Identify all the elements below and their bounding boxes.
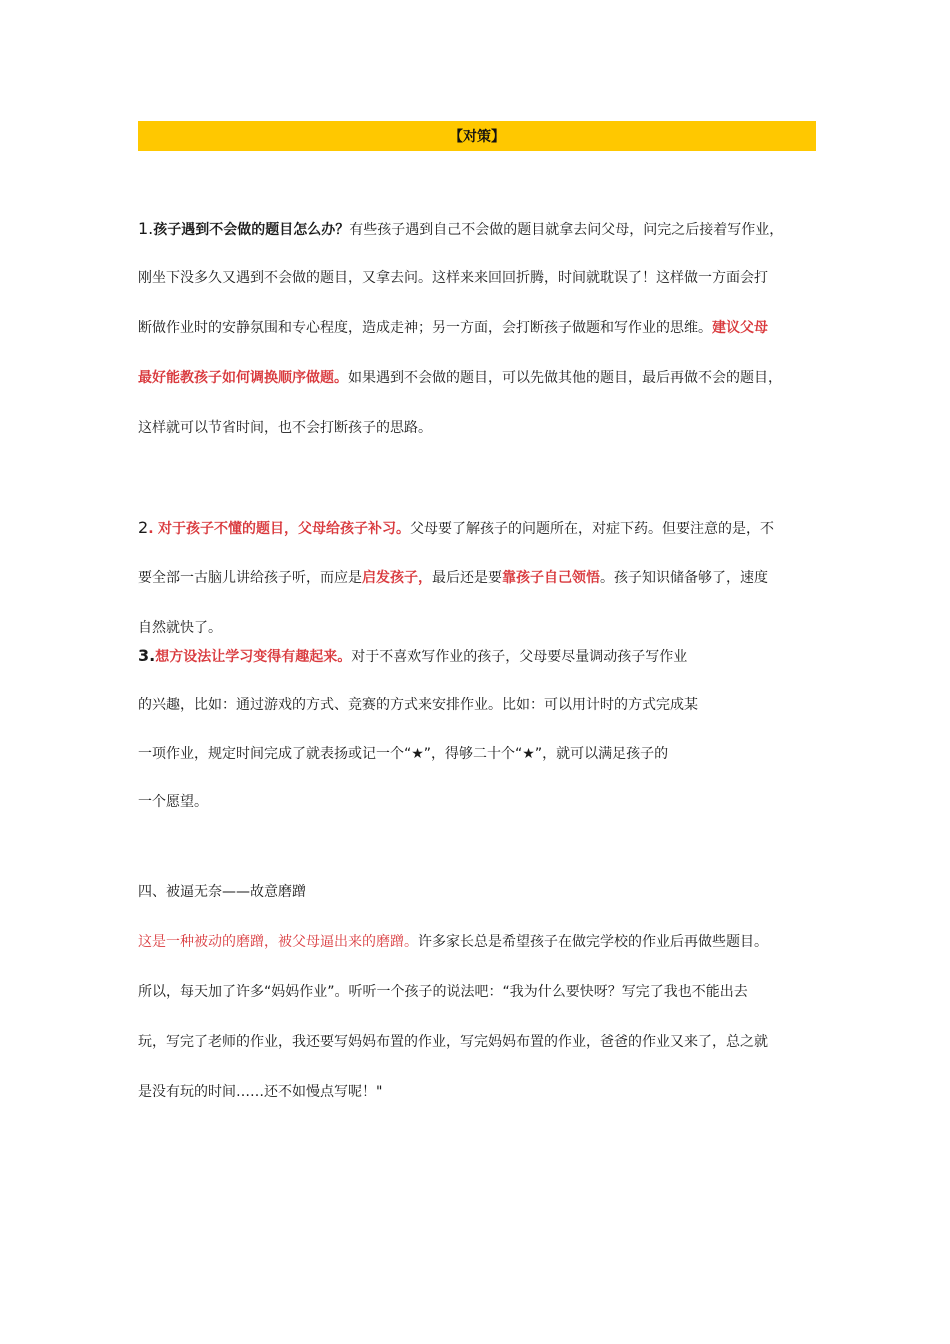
s4-highlight: 这是一种被动的磨蹭，被父母逼出来的磨蹭。: [138, 934, 418, 950]
s1-line-1: [138, 219, 783, 240]
s3-text-3: 一项作业，规定时间完成了就表扬或记一个“★”，得够二十个“★”，就可以满足孩子的: [138, 746, 669, 762]
s2-dot: .: [148, 521, 154, 537]
s4-text-2: 所以，每天加了许多“妈妈作业”。听听一个孩子的说法吧：“我为什么要快呀？写完了我也不能出去: [138, 984, 748, 1000]
s4-line-3: [138, 1032, 768, 1052]
s4-title-line: [138, 882, 306, 902]
s2-line-3: [138, 618, 222, 638]
s2-highlight-2: 靠孩子自己领悟: [502, 570, 600, 586]
s3-line-4: [138, 792, 208, 812]
s1-question: 孩子遇到不会做的题目怎么办？: [153, 222, 350, 238]
s3-heading: 想方设法让学习变得有趣起来。: [155, 649, 352, 665]
s1-line-4: [138, 368, 782, 388]
s1-line-2: [138, 268, 768, 288]
s3-line-1: [138, 646, 687, 667]
s1-text-5: 这样就可以节省时间，也不会打断孩子的思路。: [138, 420, 432, 436]
s4-text-4: 是没有玩的时间……还不如慢点写呢！": [138, 1084, 383, 1100]
s2-line-1: [138, 518, 774, 539]
s1-text-3: 断做作业时的安静氛围和专心程度，造成走神；另一方面，会打断孩子做题和写作业的思维。: [138, 320, 712, 336]
s4-text-1: 许多家长总是希望孩子在做完学校的作业后再做些题目。: [418, 934, 768, 950]
s2-text-2e: 。孩子知识储备够了，速度: [600, 570, 768, 586]
s2-number: 2: [138, 518, 149, 537]
s3-line-2: [138, 695, 698, 715]
banner-title: 【对策】: [449, 129, 505, 145]
s1-line-3: [138, 318, 768, 338]
s2-heading: 对于孩子不懂的题目，父母给孩子补习。: [157, 521, 410, 537]
s3-line-3: [138, 744, 668, 764]
s4-text-3: 玩，写完了老师的作业，我还要写妈妈布置的作业，写完妈妈布置的作业，爸爸的作业又来了，总之就: [138, 1034, 768, 1050]
s4-line-1: [138, 932, 768, 952]
s1-highlight-1: 建议父母: [712, 320, 768, 336]
s2-text-2c: 最后还是要: [432, 570, 502, 586]
s3-text-1: 对于不喜欢写作业的孩子，父母要尽量调动孩子写作业: [351, 649, 688, 665]
s1-text-4: 如果遇到不会做的题目，可以先做其他的题目，最后再做不会的题目，: [348, 370, 782, 386]
s4-line-4: [138, 1082, 382, 1102]
s4-line-2: [138, 982, 748, 1002]
s2-text-1: 父母要了解孩子的问题所在，对症下药。但要注意的是，不: [409, 521, 774, 537]
s4-title: 四、被逼无奈——故意磨蹭: [138, 884, 306, 900]
s1-text-1: 有些孩子遇到自己不会做的题目就拿去问父母，问完之后接着写作业，: [349, 222, 784, 238]
s2-line-2: [138, 568, 768, 588]
s1-line-5: [138, 418, 432, 438]
s1-highlight-2: 最好能教孩子如何调换顺序做题。: [138, 370, 348, 386]
s2-highlight-1: 启发孩子，: [362, 570, 432, 586]
s2-text-2a: 要全部一古脑儿讲给孩子听，而应是: [138, 570, 362, 586]
s1-number: 1.: [138, 219, 154, 238]
s3-text-2: 的兴趣，比如：通过游戏的方式、竞赛的方式来安排作业。比如：可以用计时的方式完成某: [138, 697, 698, 713]
s2-text-3: 自然就快了。: [138, 620, 222, 636]
s1-text-2: 刚坐下没多久又遇到不会做的题目，又拿去问。这样来来回回折腾，时间就耽误了！这样做一方面会打: [138, 270, 768, 286]
s3-number: 3.: [138, 646, 156, 665]
s3-text-4: 一个愿望。: [138, 794, 208, 810]
section-banner: [138, 121, 816, 151]
